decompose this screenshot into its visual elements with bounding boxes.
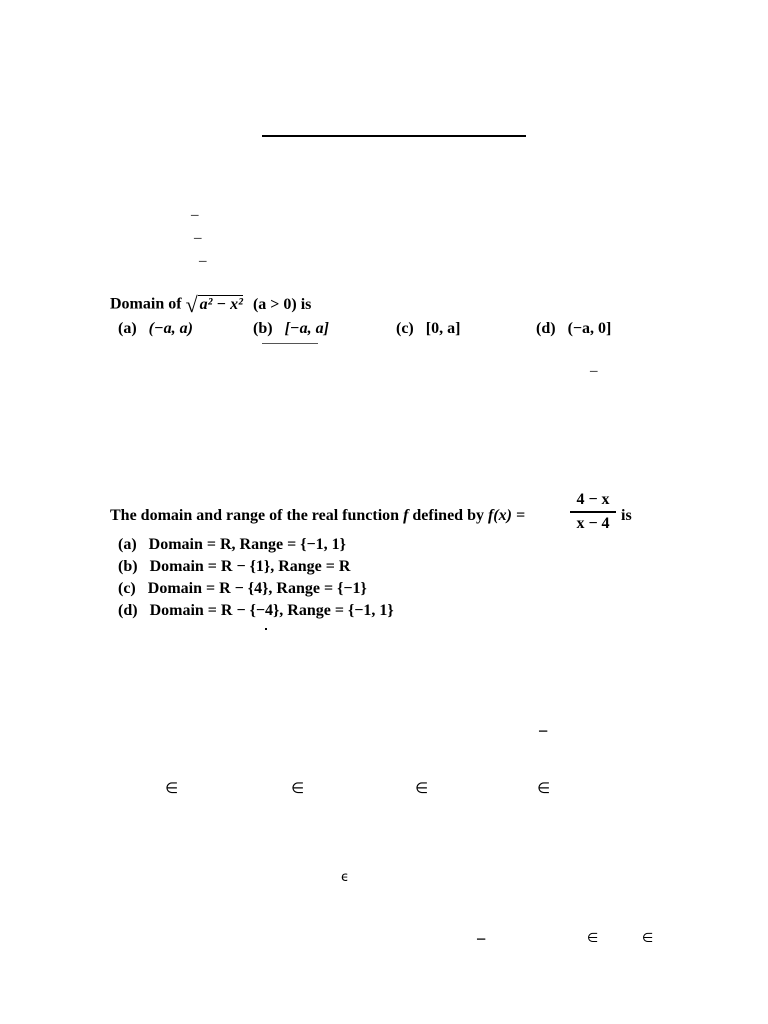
header-rule (262, 135, 526, 137)
fraction-denominator: x − 4 (576, 514, 610, 532)
question1-condition: (a > 0) is (252, 295, 312, 313)
question2-stem-suffix (621, 508, 632, 524)
question1-sqrt (186, 294, 243, 316)
question2-fraction (570, 492, 616, 532)
element-of-icon-6: ∈ (642, 931, 654, 946)
element-of-icon-5: ∈ (587, 931, 599, 946)
question1-stem (110, 294, 311, 316)
element-of-icon-2: ∈ (291, 779, 305, 797)
question2-stem (110, 508, 525, 524)
question2-stem-prefix: The domain and range of the real function (110, 507, 400, 524)
stray-minus-1: – (191, 207, 199, 223)
option-label: (c) (118, 580, 136, 597)
option-label: (d) (536, 320, 556, 337)
option-value: [0, a] (425, 320, 461, 337)
option-value: [−a, a] (284, 320, 329, 337)
question1-option-a (118, 321, 193, 337)
element-of-icon-4: ∈ (537, 779, 551, 797)
question1-option-d (536, 321, 611, 337)
question2-option-d (118, 603, 394, 619)
option-value: Domain = R − {4}, Range = {−1} (147, 580, 367, 597)
sqrt-icon: √ (185, 292, 198, 317)
stray-minus-2: – (194, 230, 202, 246)
element-of-icon-3: ∈ (415, 779, 429, 797)
question2-option-c (118, 581, 367, 597)
question2-option-b (118, 559, 350, 575)
option-value: (−a, a) (148, 320, 194, 337)
question2-defined-by: defined by (412, 507, 484, 524)
fraction-numerator: 4 − x (576, 491, 610, 508)
option-label: (c) (396, 320, 414, 337)
question1-option-c (396, 321, 460, 337)
option-b-underline (262, 343, 318, 344)
option-value: Domain = R, Range = {−1, 1} (148, 536, 346, 553)
stray-minus-3: – (199, 253, 207, 269)
fraction-bar (570, 511, 616, 513)
option-value: (−a, 0] (567, 320, 612, 337)
question2-option-a (118, 537, 346, 553)
stray-minus-bold-2: − (476, 929, 487, 949)
question2-fn-call: f(x) = (487, 507, 526, 524)
element-of-small-icon: ϵ (341, 870, 349, 885)
option-label: (a) (118, 536, 137, 553)
option-label: (b) (253, 320, 273, 337)
question2-fn-name: f (403, 507, 409, 524)
question1-stem-prefix: Domain of (110, 295, 182, 313)
question1-radicand: a² − x² (199, 296, 243, 313)
option-value: Domain = R − {1}, Range = R (149, 558, 351, 575)
stray-minus-bold-1: − (538, 721, 549, 741)
option-label: (a) (118, 320, 137, 337)
stray-minus-4: – (590, 363, 598, 379)
element-of-icon-1: ∈ (165, 779, 179, 797)
question1-option-b (253, 321, 329, 337)
option-label: (d) (118, 602, 138, 619)
option-value: Domain = R − {−4}, Range = {−1, 1} (149, 602, 394, 619)
stray-dot (265, 628, 267, 630)
option-label: (b) (118, 558, 138, 575)
question2-suffix-text: is (621, 507, 632, 524)
